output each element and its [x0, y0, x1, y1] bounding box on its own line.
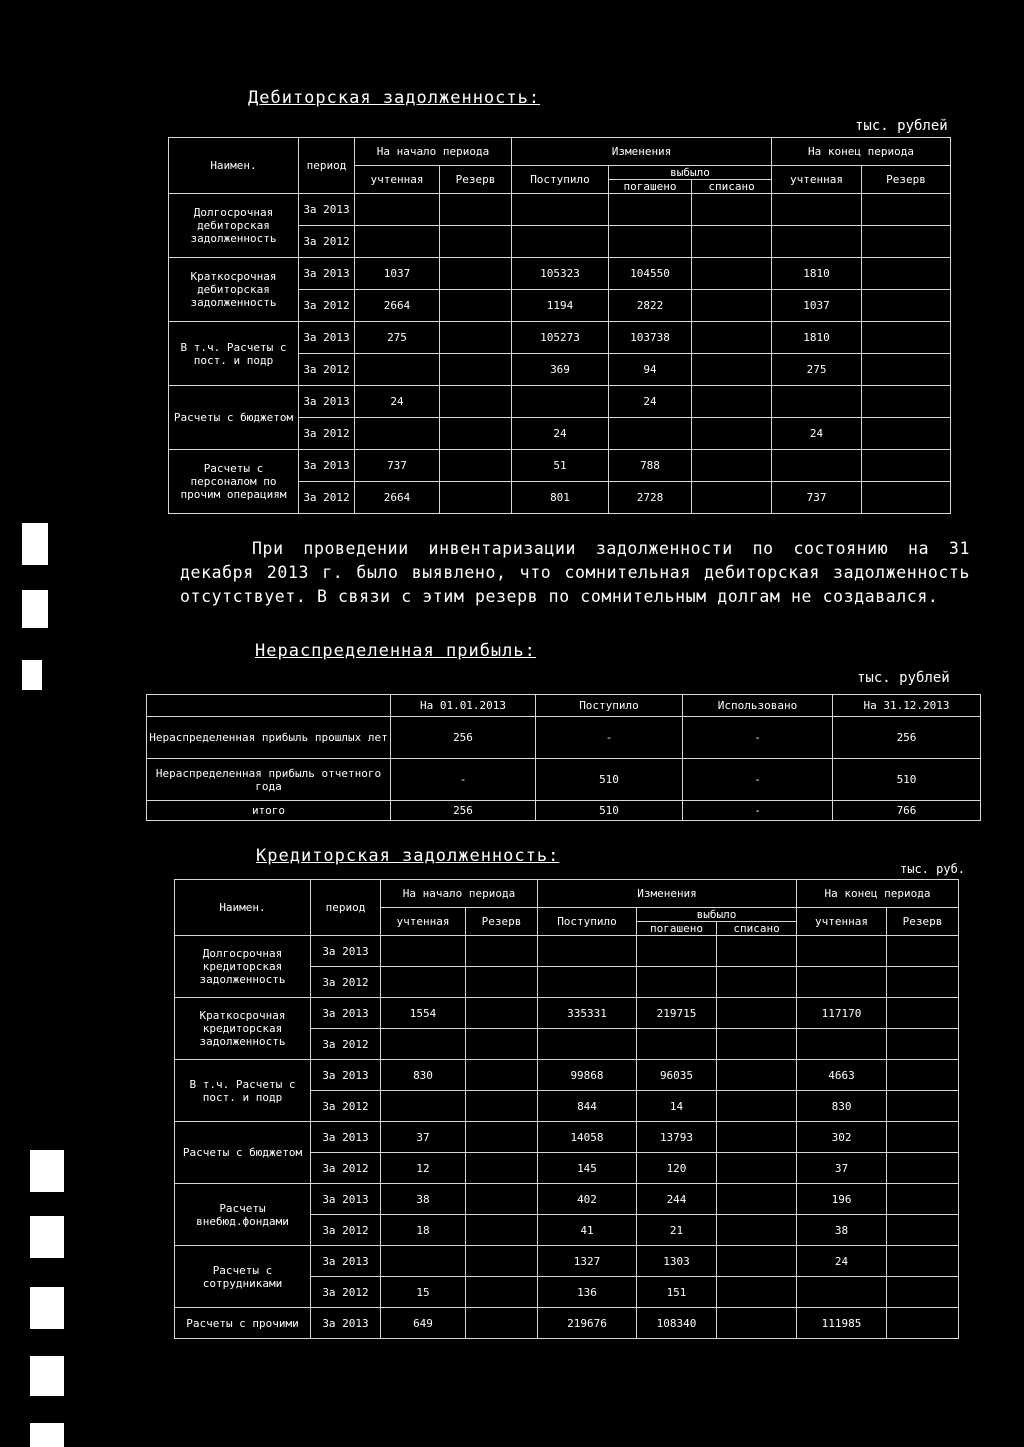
- binder-mark: [30, 1423, 64, 1447]
- col-header-reserve: Резерв: [440, 166, 512, 194]
- cell-received: 99868: [538, 1060, 637, 1091]
- cell-start: 38: [381, 1184, 466, 1215]
- cell-end: [797, 1277, 887, 1308]
- cell-repaid: 96035: [637, 1060, 717, 1091]
- row-name: Краткосрочная дебиторская задолженность: [169, 258, 299, 322]
- cell-written-off: [692, 386, 772, 418]
- cell-end-reserve: [887, 1029, 959, 1060]
- cell-start: 37: [381, 1122, 466, 1153]
- cell-end-reserve: [887, 1153, 959, 1184]
- cell-repaid: [637, 936, 717, 967]
- cell-reserve: [466, 998, 538, 1029]
- cell-start: [381, 967, 466, 998]
- cell-received: [538, 967, 637, 998]
- binder-mark: [30, 1216, 64, 1258]
- col-header-accounted: учтенная: [355, 166, 440, 194]
- cell-received: 14058: [538, 1122, 637, 1153]
- cell-written-off: [717, 1215, 797, 1246]
- row-period: За 2013: [311, 1184, 381, 1215]
- receivables-unit: тыс. рублей: [855, 118, 948, 134]
- cell-reserve: [440, 386, 512, 418]
- cell-start: [355, 226, 440, 258]
- inventory-note: При проведении инвентаризации задолженности по состоянию на 31 декабря 2013 г. было выявлено, что сомнительная дебиторская задолженность отсутствует. В связи с этим резерв по сомнительным долгам не создавался.: [180, 539, 970, 606]
- row-name: Долгосрочная дебиторская задолженность: [169, 194, 299, 258]
- row-period: За 2012: [311, 1215, 381, 1246]
- cell-repaid: 151: [637, 1277, 717, 1308]
- cell-received: [538, 1029, 637, 1060]
- cell-reserve: [440, 322, 512, 354]
- cell-start: [381, 1029, 466, 1060]
- cell-received: -: [536, 717, 683, 759]
- cell-end-reserve: [887, 1122, 959, 1153]
- cell-end-reserve: [887, 1184, 959, 1215]
- payables-table: [174, 879, 959, 1339]
- row-period: За 2012: [299, 226, 355, 258]
- cell-received: 844: [538, 1091, 637, 1122]
- row-period: За 2013: [311, 1122, 381, 1153]
- cell-end: 24: [772, 418, 862, 450]
- cell-reserve: [440, 450, 512, 482]
- cell-reserve: [440, 482, 512, 514]
- cell-used: -: [683, 759, 833, 801]
- cell-received: [512, 194, 609, 226]
- row-label: Нераспределенная прибыль прошлых лет: [147, 717, 391, 759]
- cell-end: [797, 1029, 887, 1060]
- binder-mark: [22, 590, 48, 628]
- cell-end: 510: [833, 759, 981, 801]
- row-period: За 2012: [299, 482, 355, 514]
- table-row: [175, 1060, 959, 1091]
- row-period: За 2013: [299, 450, 355, 482]
- table-row: [169, 194, 951, 226]
- row-period: За 2013: [311, 998, 381, 1029]
- row-name: Долгосрочная кредиторская задолженность: [175, 936, 311, 998]
- table-row: [175, 936, 959, 967]
- cell-end-reserve: [862, 386, 951, 418]
- cell-end: 117170: [797, 998, 887, 1029]
- binder-mark: [30, 1150, 64, 1192]
- cell-start: 2664: [355, 482, 440, 514]
- cell-written-off: [717, 1060, 797, 1091]
- col-header-end: На конец периода: [797, 880, 959, 908]
- cell-reserve: [440, 226, 512, 258]
- cell-end-reserve: [862, 226, 951, 258]
- cell-repaid: [609, 226, 692, 258]
- row-period: За 2013: [311, 1246, 381, 1277]
- cell-end-reserve: [862, 482, 951, 514]
- cell-end: 766: [833, 801, 981, 821]
- cell-start: 830: [381, 1060, 466, 1091]
- cell-repaid: 1303: [637, 1246, 717, 1277]
- cell-start: [355, 354, 440, 386]
- cell-received: 335331: [538, 998, 637, 1029]
- col-header-received: Поступило: [538, 908, 637, 936]
- row-period: За 2013: [299, 322, 355, 354]
- cell-written-off: [717, 998, 797, 1029]
- cell-end-reserve: [862, 354, 951, 386]
- cell-written-off: [717, 1308, 797, 1339]
- binder-mark: [30, 1287, 64, 1329]
- cell-reserve: [440, 354, 512, 386]
- cell-end: [797, 936, 887, 967]
- col-header: На 31.12.2013: [833, 695, 981, 717]
- cell-start: 256: [391, 801, 536, 821]
- col-header-written-off: списано: [692, 180, 772, 194]
- col-header-name: Наимен.: [169, 138, 299, 194]
- cell-reserve: [466, 967, 538, 998]
- cell-reserve: [466, 1029, 538, 1060]
- table-row: [175, 998, 959, 1029]
- col-header-disposed: выбыло: [609, 166, 772, 180]
- row-name: Расчеты с бюджетом: [175, 1122, 311, 1184]
- cell-reserve: [440, 258, 512, 290]
- cell-end-reserve: [862, 290, 951, 322]
- cell-end-reserve: [862, 194, 951, 226]
- cell-reserve: [466, 1308, 538, 1339]
- row-period: За 2012: [299, 354, 355, 386]
- cell-end: [772, 194, 862, 226]
- cell-reserve: [466, 1122, 538, 1153]
- row-period: За 2013: [299, 258, 355, 290]
- cell-end: 830: [797, 1091, 887, 1122]
- table-row: [169, 322, 951, 354]
- cell-end: [797, 967, 887, 998]
- cell-repaid: 219715: [637, 998, 717, 1029]
- cell-reserve: [466, 1153, 538, 1184]
- cell-end: 196: [797, 1184, 887, 1215]
- cell-start: 256: [391, 717, 536, 759]
- row-period: За 2012: [311, 1091, 381, 1122]
- header-row: [147, 695, 981, 717]
- cell-received: 801: [512, 482, 609, 514]
- cell-reserve: [466, 1091, 538, 1122]
- cell-written-off: [692, 482, 772, 514]
- cell-start: 1554: [381, 998, 466, 1029]
- cell-received: 41: [538, 1215, 637, 1246]
- payables-unit: тыс. руб.: [900, 862, 966, 876]
- cell-reserve: [440, 418, 512, 450]
- cell-start: 649: [381, 1308, 466, 1339]
- cell-repaid: [637, 967, 717, 998]
- cell-repaid: 2822: [609, 290, 692, 322]
- cell-received: 510: [536, 759, 683, 801]
- row-period: За 2012: [311, 1277, 381, 1308]
- cell-repaid: 244: [637, 1184, 717, 1215]
- cell-end-reserve: [887, 1277, 959, 1308]
- cell-end: 1810: [772, 322, 862, 354]
- cell-end: 256: [833, 717, 981, 759]
- cell-repaid: 788: [609, 450, 692, 482]
- cell-received: 51: [512, 450, 609, 482]
- cell-end: 737: [772, 482, 862, 514]
- cell-received: 510: [536, 801, 683, 821]
- col-header: Использовано: [683, 695, 833, 717]
- row-period: За 2012: [311, 1153, 381, 1184]
- cell-written-off: [692, 194, 772, 226]
- col-header-reserve: Резерв: [466, 908, 538, 936]
- cell-end: 111985: [797, 1308, 887, 1339]
- cell-start: [381, 936, 466, 967]
- profit-unit: тыс. рублей: [857, 670, 950, 686]
- cell-repaid: [637, 1029, 717, 1060]
- cell-repaid: 24: [609, 386, 692, 418]
- cell-end: 1037: [772, 290, 862, 322]
- row-period: За 2013: [299, 194, 355, 226]
- cell-end-reserve: [887, 936, 959, 967]
- profit-heading: Нераспределенная прибыль:: [255, 641, 536, 661]
- cell-end-reserve: [887, 998, 959, 1029]
- cell-written-off: [692, 354, 772, 386]
- cell-end: [772, 226, 862, 258]
- cell-repaid: 108340: [637, 1308, 717, 1339]
- cell-received: 105273: [512, 322, 609, 354]
- table-row: [147, 759, 981, 801]
- row-label: итого: [147, 801, 391, 821]
- table-row: [175, 1122, 959, 1153]
- cell-received: 105323: [512, 258, 609, 290]
- cell-repaid: [609, 418, 692, 450]
- cell-reserve: [466, 1060, 538, 1091]
- cell-end-reserve: [887, 1215, 959, 1246]
- cell-end: 1810: [772, 258, 862, 290]
- cell-written-off: [717, 1029, 797, 1060]
- cell-reserve: [440, 290, 512, 322]
- cell-received: 136: [538, 1277, 637, 1308]
- cell-received: [512, 386, 609, 418]
- col-header-end-reserve: Резерв: [887, 908, 959, 936]
- cell-start: 737: [355, 450, 440, 482]
- cell-end-reserve: [887, 1060, 959, 1091]
- cell-written-off: [717, 1246, 797, 1277]
- cell-written-off: [692, 322, 772, 354]
- cell-repaid: 13793: [637, 1122, 717, 1153]
- row-name: Расчеты с бюджетом: [169, 386, 299, 450]
- row-label: Нераспределенная прибыль отчетного года: [147, 759, 391, 801]
- cell-written-off: [717, 1122, 797, 1153]
- row-name: Расчеты внебюд.фондами: [175, 1184, 311, 1246]
- cell-repaid: 104550: [609, 258, 692, 290]
- cell-written-off: [692, 418, 772, 450]
- col-header-written-off: списано: [717, 922, 797, 936]
- cell-written-off: [717, 1277, 797, 1308]
- binder-mark: [30, 1356, 64, 1396]
- cell-received: 145: [538, 1153, 637, 1184]
- cell-used: -: [683, 801, 833, 821]
- cell-written-off: [692, 290, 772, 322]
- table-row: [169, 258, 951, 290]
- receivables-heading: Дебиторская задолженность:: [248, 88, 541, 108]
- cell-start: -: [391, 759, 536, 801]
- col-header-repaid: погашено: [637, 922, 717, 936]
- col-header-period: период: [311, 880, 381, 936]
- cell-end: 24: [797, 1246, 887, 1277]
- cell-start: [355, 418, 440, 450]
- table-row: [147, 717, 981, 759]
- cell-end-reserve: [887, 1246, 959, 1277]
- cell-end: 4663: [797, 1060, 887, 1091]
- cell-start: [381, 1091, 466, 1122]
- cell-received: 24: [512, 418, 609, 450]
- cell-received: [512, 226, 609, 258]
- row-name: В т.ч. Расчеты с пост. и подр: [169, 322, 299, 386]
- col-header-changes: Изменения: [512, 138, 772, 166]
- cell-end: 275: [772, 354, 862, 386]
- col-header-received: Поступило: [512, 166, 609, 194]
- cell-written-off: [717, 936, 797, 967]
- col-header: На 01.01.2013: [391, 695, 536, 717]
- table-row: [175, 1184, 959, 1215]
- cell-end: [772, 450, 862, 482]
- row-period: За 2012: [311, 967, 381, 998]
- cell-used: -: [683, 717, 833, 759]
- cell-repaid: 14: [637, 1091, 717, 1122]
- col-header-start: На начало периода: [355, 138, 512, 166]
- cell-start: 275: [355, 322, 440, 354]
- cell-start: 24: [355, 386, 440, 418]
- payables-heading: Кредиторская задолженность:: [256, 846, 560, 866]
- receivables-table: [168, 137, 951, 514]
- row-period: За 2013: [311, 1060, 381, 1091]
- col-header-period: период: [299, 138, 355, 194]
- cell-start: [381, 1246, 466, 1277]
- cell-end-reserve: [862, 450, 951, 482]
- col-header-end-reserve: Резерв: [862, 166, 951, 194]
- cell-end-reserve: [887, 1308, 959, 1339]
- cell-written-off: [692, 258, 772, 290]
- cell-written-off: [717, 1184, 797, 1215]
- row-period: За 2012: [299, 290, 355, 322]
- profit-table: [146, 694, 981, 821]
- col-header-end-accounted: учтенная: [772, 166, 862, 194]
- cell-repaid: 103738: [609, 322, 692, 354]
- col-header: [147, 695, 391, 717]
- cell-repaid: 21: [637, 1215, 717, 1246]
- cell-written-off: [717, 1153, 797, 1184]
- cell-repaid: 2728: [609, 482, 692, 514]
- binder-mark: [22, 660, 42, 690]
- cell-start: 2664: [355, 290, 440, 322]
- cell-written-off: [717, 1091, 797, 1122]
- cell-received: 1194: [512, 290, 609, 322]
- row-name: Расчеты с прочими: [175, 1308, 311, 1339]
- col-header-repaid: погашено: [609, 180, 692, 194]
- cell-start: 1037: [355, 258, 440, 290]
- cell-received: [538, 936, 637, 967]
- cell-reserve: [466, 1184, 538, 1215]
- cell-reserve: [466, 936, 538, 967]
- table-row: [175, 1246, 959, 1277]
- col-header-accounted: учтенная: [381, 908, 466, 936]
- table-row: [175, 1308, 959, 1339]
- cell-received: 369: [512, 354, 609, 386]
- row-period: За 2012: [299, 418, 355, 450]
- cell-written-off: [717, 967, 797, 998]
- cell-received: 1327: [538, 1246, 637, 1277]
- cell-start: [355, 194, 440, 226]
- row-period: За 2012: [311, 1029, 381, 1060]
- row-name: Краткосрочная кредиторская задолженность: [175, 998, 311, 1060]
- cell-written-off: [692, 226, 772, 258]
- cell-received: 402: [538, 1184, 637, 1215]
- cell-start: 15: [381, 1277, 466, 1308]
- cell-repaid: [609, 194, 692, 226]
- binder-mark: [22, 523, 48, 565]
- cell-end-reserve: [862, 322, 951, 354]
- row-name: В т.ч. Расчеты с пост. и подр: [175, 1060, 311, 1122]
- cell-reserve: [466, 1246, 538, 1277]
- cell-end: 37: [797, 1153, 887, 1184]
- col-header-end-accounted: учтенная: [797, 908, 887, 936]
- row-period: За 2013: [311, 1308, 381, 1339]
- col-header: Поступило: [536, 695, 683, 717]
- cell-end: 302: [797, 1122, 887, 1153]
- cell-end: 38: [797, 1215, 887, 1246]
- cell-start: 18: [381, 1215, 466, 1246]
- cell-end-reserve: [862, 418, 951, 450]
- row-name: Расчеты с персоналом по прочим операциям: [169, 450, 299, 514]
- cell-end: [772, 386, 862, 418]
- cell-start: 12: [381, 1153, 466, 1184]
- table-row: [147, 801, 981, 821]
- table-row: [169, 386, 951, 418]
- cell-repaid: 94: [609, 354, 692, 386]
- table-row: [169, 450, 951, 482]
- row-name: Расчеты с сотрудниками: [175, 1246, 311, 1308]
- col-header-start: На начало периода: [381, 880, 538, 908]
- row-period: За 2013: [311, 936, 381, 967]
- col-header-changes: Изменения: [538, 880, 797, 908]
- col-header-end: На конец периода: [772, 138, 951, 166]
- cell-reserve: [466, 1215, 538, 1246]
- cell-end-reserve: [862, 258, 951, 290]
- row-period: За 2013: [299, 386, 355, 418]
- cell-reserve: [440, 194, 512, 226]
- cell-written-off: [692, 450, 772, 482]
- cell-reserve: [466, 1277, 538, 1308]
- cell-received: 219676: [538, 1308, 637, 1339]
- col-header-name: Наимен.: [175, 880, 311, 936]
- col-header-disposed: выбыло: [637, 908, 797, 922]
- cell-end-reserve: [887, 1091, 959, 1122]
- cell-end-reserve: [887, 967, 959, 998]
- cell-repaid: 120: [637, 1153, 717, 1184]
